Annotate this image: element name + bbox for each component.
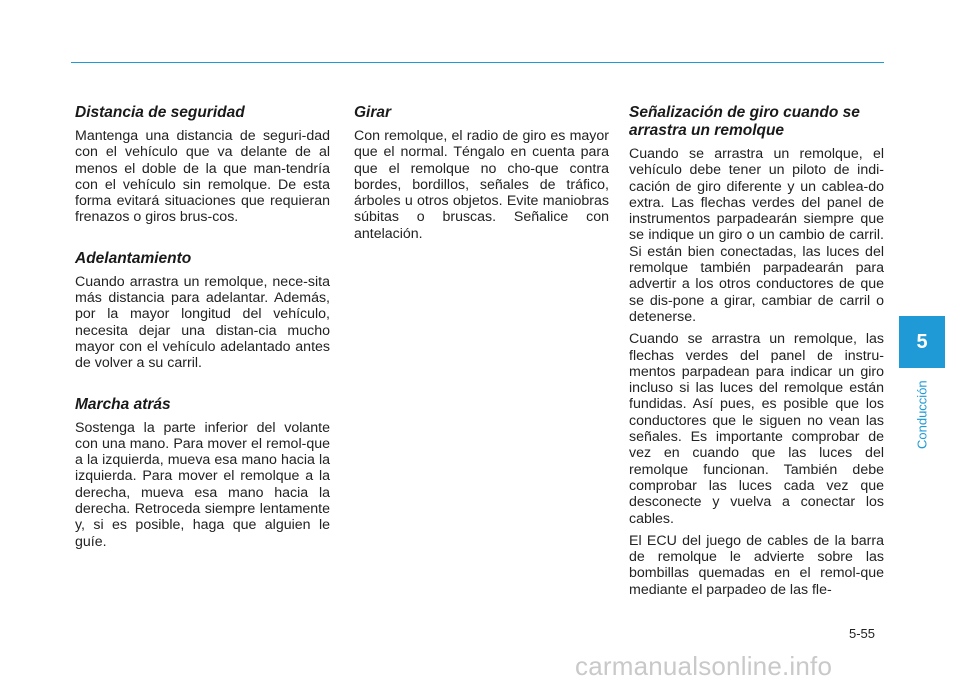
section-heading: Distancia de seguridad — [75, 104, 245, 121]
section-heading: Marcha atrás — [75, 395, 171, 413]
header-rule — [71, 62, 884, 63]
chapter-label: Conducción — [914, 380, 930, 450]
section-paragraph: Cuando arrastra un remolque, nece-sita más distancia para adelantar. Además, por la mayor longitud del vehículo, necesita dejar una distan-cia mucho mayor con el vehículo adelantado antes de volver a su carril. — [75, 273, 330, 372]
column-3 — [629, 104, 884, 598]
section-paragraph: Con remolque, el radio de giro es mayor que el normal. Téngalo en cuenta para que el remolque no cho-que contra bordes, bordillos, señales de tráfico, árboles u otros objetos. Evite maniobras súbitas o bruscas. Señalice con antelación. — [354, 128, 609, 242]
section-paragraph: El ECU del juego de cables de la barra de remolque le advierte sobre las bombillas quemadas en el remol-que mediante el parpadeo de las fle- — [629, 532, 884, 598]
section-heading: Girar — [354, 104, 392, 121]
section-paragraph: Cuando se arrastra un remolque, las flechas verdes del panel de instru-mentos parpadean para indicar un giro incluso si las luces del remolque están fundidas. Así pues, es posible que los conductores que le siguen no vean las señales. Es importante comprobar de vez en cuando que las luces del remolque funcionan. También debe comprobar las luces cada vez que desconecte y vuelva a conectar los cables. — [629, 331, 884, 527]
watermark: carmanualsonline.info — [575, 651, 833, 681]
chapter-number: 5 — [916, 330, 928, 353]
section-heading: Señalización de giro cuando se arrastra un remolque — [629, 104, 860, 139]
section-paragraph: Cuando se arrastra un remolque, el vehículo debe tener un piloto de indi-cación de giro diferente y un cablea-do extra. Las flechas verdes del panel de instrumentos parpadearán siempre que se indique un giro o un cambio de carril. Si están bien conectadas, las luces del remolque también parpadearán para advertir a los otros conductores de que se dis-pone a girar, cambiar de carril o detenerse. — [629, 146, 884, 325]
column-2 — [354, 104, 609, 242]
section-paragraph: Sostenga la parte inferior del volante con una mano. Para mover el remol-que a la izquierda, mueva esa mano hacia la izquierda. Para mover el remolque a la derecha, mueva esa mano hacia la derecha. Retroceda siempre lentamente y, si es posible, haga que alguien le guíe. — [75, 419, 330, 550]
section-heading: Adelantamiento — [75, 249, 192, 267]
page-number: 5-55 — [849, 626, 876, 641]
section-paragraph: Mantenga una distancia de seguri-dad con el vehículo que va delante de al menos el doble de la que man-tendría con el vehículo sin remolque. De esta forma evitará situaciones que requieran frenazos o giros brus-cos. — [75, 128, 330, 226]
chapter-tab — [899, 316, 945, 368]
column-1 — [75, 104, 330, 550]
